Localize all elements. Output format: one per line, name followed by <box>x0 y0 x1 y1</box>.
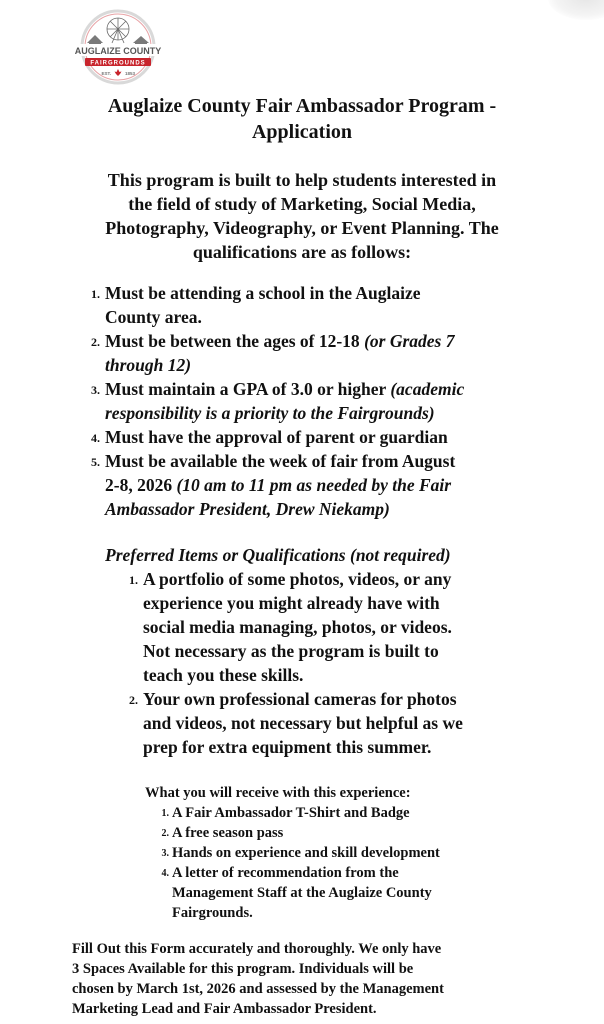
intro-line: This program is built to help students interested in <box>107 170 497 190</box>
receive-item <box>155 803 535 823</box>
list-number: 5. <box>91 455 100 469</box>
qualification-line: Must have the approval of parent or guardian <box>105 427 448 447</box>
preferred-list <box>122 567 542 759</box>
preferred-line: prep for extra equipment this summer. <box>143 737 432 757</box>
receive-item <box>155 843 535 863</box>
preferred-line: experience you might already have with <box>143 593 440 613</box>
qualification-item <box>86 449 556 521</box>
list-number: 3. <box>91 383 100 397</box>
footer-line: chosen by March 1st, 2026 and assessed by the Management <box>72 981 444 997</box>
list-number: 3. <box>161 848 169 859</box>
list-number: 2. <box>129 693 138 707</box>
receive-list <box>155 803 535 923</box>
receive-heading: What you will receive with this experience: <box>145 785 411 801</box>
footer-line: Fill Out this Form accurately and thoroughly. We only have <box>72 941 442 957</box>
qualification-line: County area. <box>105 307 202 327</box>
receive-item <box>155 863 535 923</box>
logo-sub-text: FAIRGROUNDS <box>90 60 146 67</box>
logo-name-text: AUGLAIZE COUNTY <box>74 46 162 56</box>
qualification-line: Ambassador President, Drew Niekamp) <box>105 499 390 519</box>
title-line-2: Application <box>251 121 353 143</box>
list-number: 4. <box>161 868 169 879</box>
receive-line: Fairgrounds. <box>172 905 253 921</box>
qualification-line: Must be between the ages of 12-18 (or Grades 7 <box>105 331 455 351</box>
qualification-line: 2-8, 2026 (10 am to 11 pm as needed by the Fair <box>105 475 452 495</box>
qualification-item <box>86 425 556 449</box>
qualification-line: Must be available the week of fair from August <box>105 451 456 471</box>
footer-note <box>72 939 552 1019</box>
receive-line: A free season pass <box>172 825 284 841</box>
logo-est-text: EST. <box>101 71 111 76</box>
intro-line: qualifications are as follows: <box>192 242 412 262</box>
logo-year-text: 1853 <box>125 71 136 76</box>
qualifications-list <box>86 281 556 521</box>
receive-item <box>155 823 535 843</box>
preferred-line: Your own professional cameras for photos <box>143 689 457 709</box>
intro-paragraph <box>62 168 542 264</box>
footer-line: 3 Spaces Available for this program. Individuals will be <box>72 961 414 977</box>
preferred-line: social media managing, photos, or videos. <box>143 617 452 637</box>
preferred-line: A portfolio of some photos, videos, or any <box>143 569 452 589</box>
intro-line: Photography, Videography, or Event Planning. The <box>105 218 499 238</box>
preferred-heading: Preferred Items or Qualifications (not required) <box>105 545 451 565</box>
qualification-item <box>86 281 556 329</box>
preferred-line: Not necessary as the program is built to <box>143 641 439 661</box>
list-number: 2. <box>161 828 169 839</box>
qualification-line: Must maintain a GPA of 3.0 or higher (academic <box>105 379 465 399</box>
qualification-line: Must be attending a school in the Auglaize <box>105 283 421 303</box>
receive-line: A letter of recommendation from the <box>172 865 399 881</box>
qualification-line: responsibility is a priority to the Fairgrounds) <box>105 403 435 423</box>
preferred-line: and videos, not necessary but helpful as we <box>143 713 463 733</box>
qualification-item <box>86 329 556 377</box>
receive-line: A Fair Ambassador T-Shirt and Badge <box>172 805 410 821</box>
receive-line: Management Staff at the Auglaize County <box>172 885 432 901</box>
qualification-line: through 12) <box>105 355 192 375</box>
list-number: 1. <box>161 808 169 819</box>
list-number: 4. <box>91 431 100 445</box>
qualification-item <box>86 377 556 425</box>
footer-line: Marketing Lead and Fair Ambassador President. <box>72 1001 377 1017</box>
intro-line: the field of study of Marketing, Social Media, <box>128 194 476 214</box>
list-number: 2. <box>91 335 100 349</box>
preferred-item <box>122 567 542 687</box>
preferred-line: teach you these skills. <box>143 665 304 685</box>
receive-line: Hands on experience and skill development <box>172 845 440 861</box>
list-number: 1. <box>129 573 138 587</box>
auglaize-county-fairgrounds-logo <box>71 7 165 87</box>
title-line-1: Auglaize County Fair Ambassador Program - <box>107 95 497 117</box>
page-title <box>0 93 604 145</box>
list-number: 1. <box>91 287 100 301</box>
preferred-item <box>122 687 542 759</box>
corner-shadow <box>548 0 604 20</box>
